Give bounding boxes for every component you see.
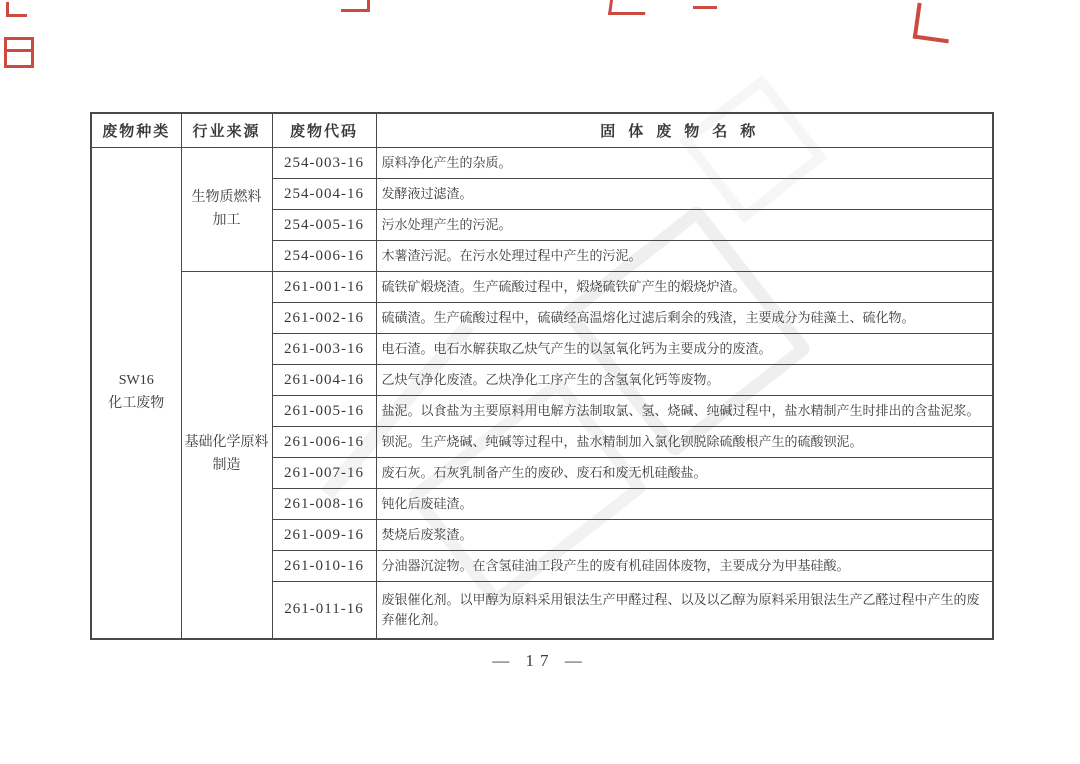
waste-code-cell: 261-001-16 [272,272,376,303]
header-waste-name: 固体废物名称 [376,113,993,148]
waste-name-cell: 污水处理产生的污泥。 [376,210,993,241]
waste-name-cell: 焚烧后废浆渣。 [376,520,993,551]
waste-name-cell: 电石渣。电石水解获取乙炔气产生的以氢氧化钙为主要成分的废渣。 [376,334,993,365]
industry-name: 生物质燃料 [191,190,262,206]
waste-name-cell: 钝化后废硅渣。 [376,489,993,520]
waste-code-cell: 254-005-16 [272,210,376,241]
header-waste-code: 废物代码 [272,113,376,148]
waste-name-cell: 钡泥。生产烧碱、纯碱等过程中，盐水精制加入氯化钡脱除硫酸根产生的硫酸钡泥。 [376,427,993,458]
table-row [91,148,993,179]
page-number: — 17 — [492,651,588,670]
red-seal-fragment [6,2,27,17]
industry-name: 制造 [212,457,241,473]
red-seal-fragment [693,0,717,9]
waste-code-cell: 261-003-16 [272,334,376,365]
waste-code-cell: 261-011-16 [272,582,376,639]
industry-name: 加工 [212,212,241,228]
industry-name: 基础化学原料 [184,435,269,451]
waste-code-cell: 254-006-16 [272,241,376,272]
waste-code-cell: 254-003-16 [272,148,376,179]
waste-name-cell: 发酵液过滤渣。 [376,179,993,210]
waste-name-cell: 乙炔气净化废渣。乙炔净化工序产生的含氢氧化钙等废物。 [376,365,993,396]
waste-code-cell: 254-004-16 [272,179,376,210]
waste-name-cell: 硫铁矿煅烧渣。生产硫酸过程中，煅烧硫铁矿产生的煅烧炉渣。 [376,272,993,303]
waste-name-cell: 分油器沉淀物。在含氢硅油工段产生的废有机硅固体废物，主要成分为甲基硅酸。 [376,551,993,582]
waste-name-cell: 木薯渣污泥。在污水处理过程中产生的污泥。 [376,241,993,272]
waste-code-cell: 261-010-16 [272,551,376,582]
waste-type-cell [91,148,181,639]
waste-classification-table [90,112,994,640]
waste-code-cell: 261-004-16 [272,365,376,396]
waste-name-cell: 废石灰。石灰乳制备产生的废砂、废石和废无机硅酸盐。 [376,458,993,489]
waste-type-code: SW16 [118,373,154,389]
industry-source-cell [181,272,272,639]
waste-name-cell: 盐泥。以食盐为主要原料用电解方法制取氯、氢、烧碱、纯碱过程中，盐水精制产生时排出的含盐泥浆。 [376,396,993,427]
header-industry-source: 行业来源 [181,113,272,148]
header-waste-type: 废物种类 [91,113,181,148]
red-seal-fragment [913,3,954,44]
waste-code-cell: 261-007-16 [272,458,376,489]
red-seal-fragment [4,37,34,68]
waste-code-cell: 261-005-16 [272,396,376,427]
waste-code-cell: 261-009-16 [272,520,376,551]
waste-code-cell: 261-002-16 [272,303,376,334]
waste-name-cell: 硫磺渣。生产硫酸过程中，硫磺经高温熔化过滤后剩余的残渣，主要成分为硅藻土、硫化物。 [376,303,993,334]
waste-code-cell: 261-006-16 [272,427,376,458]
table-row [91,272,993,303]
waste-code-cell: 261-008-16 [272,489,376,520]
waste-type-label: 化工废物 [108,395,165,411]
industry-source-cell [181,148,272,272]
waste-name-cell: 原料净化产生的杂质。 [376,148,993,179]
waste-name-cell: 废银催化剂。以甲醇为原料采用银法生产甲醛过程、以及以乙醇为原料采用银法生产乙醛过程中产生的废弃催化剂。 [376,582,993,639]
red-seal-fragment [608,0,647,15]
table-header-row [91,113,993,148]
red-seal-fragment [341,0,370,12]
